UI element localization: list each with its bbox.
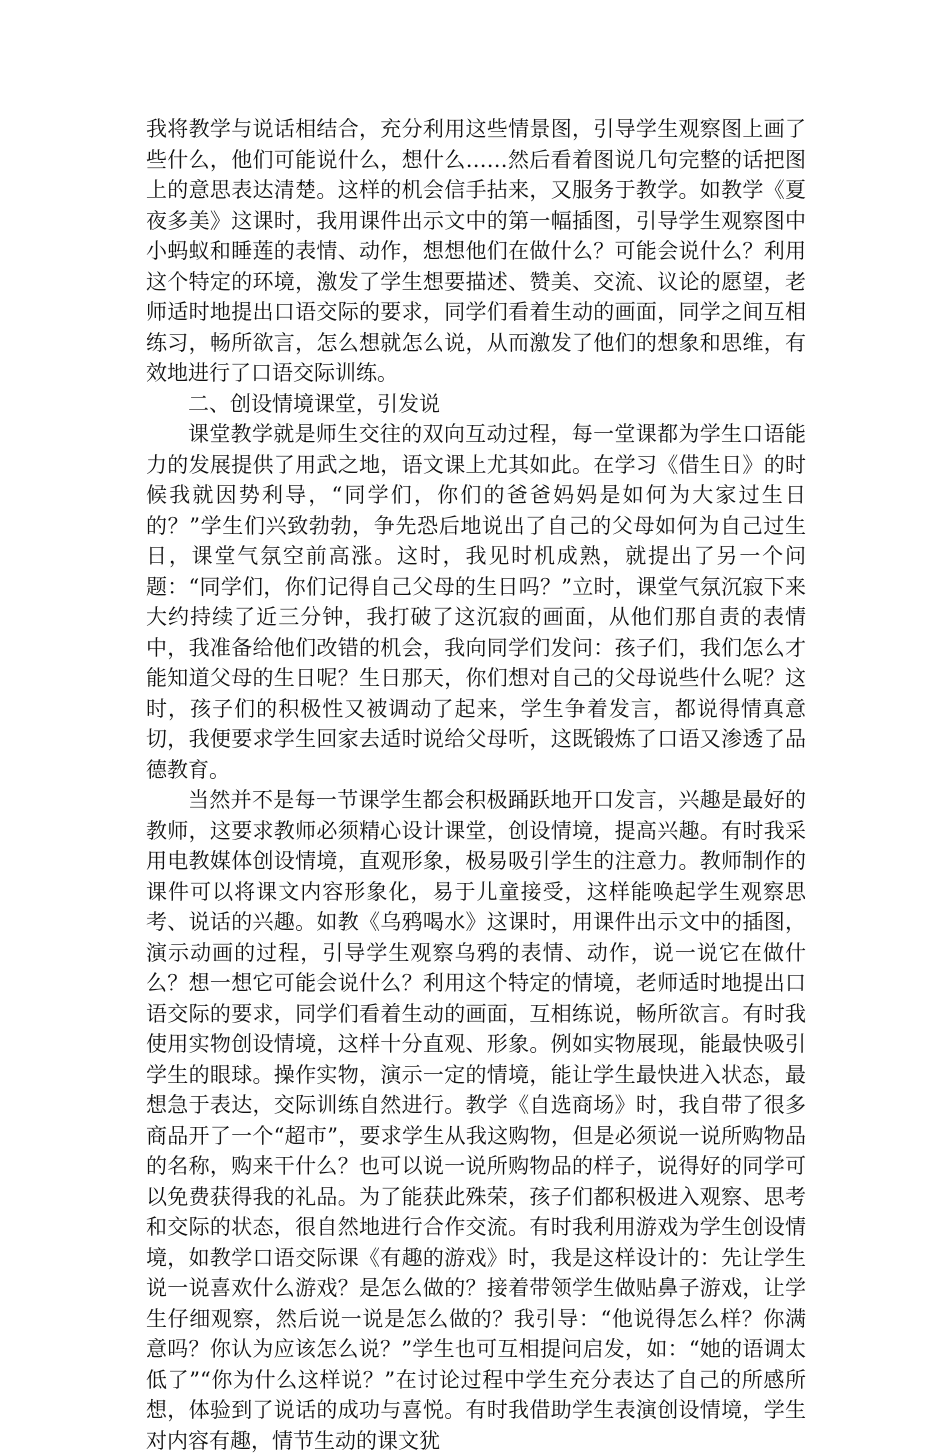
body-paragraph-1: 我将教学与说话相结合，充分利用这些情景图，引导学生观察图上画了些什么，他们可能说什么，想什么……然后看着图说几句完整的话把图上的意思表达清楚。这样的机会信手拈来，又服务于教学。如教学《夏夜多美》这课时，我用课件出示文中的第一幅插图，引导学生观察图中小蚂蚁和睡莲的表情、动作，想想他们在做什么？可能会说什么？利用这个特定的环境，激发了学生想要描述、赞美、交流、议论的愿望，老师适时地提出口语交际的要求，同学们看着生动的画面，同学之间互相练习，畅所欲言，怎么想就怎么说，从而激发了他们的想象和思维，有效地进行了口语交际训练。 (146, 117, 806, 385)
body-paragraph-2: 课堂教学就是师生交往的双向互动过程，每一堂课都为学生口语能力的发展提供了用武之地，语文课上尤其如此。在学习《借生日》的时候我就因势利导，“同学们，你们的爸爸妈妈是如何为大家过生日的？”学生们兴致勃勃，争先恐后地说出了自己的父母如何为自己过生日，课堂气氛空前高涨。这时，我见时机成熟，就提出了另一个问题：“同学们，你们记得自己父母的生日吗？”立时，课堂气氛沉寂下来大约持续了近三分钟，我打破了这沉寂的画面，从他们那自责的表情中，我准备给他们改错的机会，我向同学们发问：孩子们，我们怎么才能知道父母的生日呢？生日那天，你们想对自己的父母说些什么呢？这时，孩子们的积极性又被调动了起来，学生争着发言，都说得情真意切，我便要求学生回家去适时说给父母听，这既锻炼了口语又渗透了品德教育。 (146, 422, 806, 782)
section-heading: 二、创设情境课堂，引发说 (188, 391, 440, 416)
document-page (146, 114, 806, 1456)
body-paragraph-3: 当然并不是每一节课学生都会积极踊跃地开口发言，兴趣是最好的教师，这要求教师必须精心设计课堂，创设情境，提高兴趣。有时我采用电教媒体创设情境，直观形象，极易吸引学生的注意力。教师制作的课件可以将课文内容形象化，易于儿童接受，这样能唤起学生观察思考、说话的兴趣。如教《乌鸦喝水》这课时，用课件出示文中的插图，演示动画的过程，引导学生观察乌鸦的表情、动作，说一说它在做什么？想一想它可能会说什么？利用这个特定的情境，老师适时地提出口语交际的要求，同学们看着生动的画面，互相练说，畅所欲言。有时我使用实物创设情境，这样十分直观、形象。例如实物展现，能最快吸引学生的眼球。操作实物，演示一定的情境，能让学生最快进入状态，最想急于表达，交际训练自然进行。教学《自选商场》时，我自带了很多商品开了一个“超市”，要求学生从我这购物，但是必须说一说所购物品的名称，购来干什么？也可以说一说所购物品的样子，说得好的同学可以免费获得我的礼品。为了能获此殊荣，孩子们都积极进入观察、思考和交际的状态，很自然地进行合作交流。有时我利用游戏为学生创设情境，如教学口语交际课《有趣的游戏》时，我是这样设计的：先让学生说一说喜欢什么游戏？是怎么做的？接着带领学生做贴鼻子游戏，让学生仔细观察，然后说一说是怎么做的？我引导：“他说得怎么样？你满意吗？你认为应该怎么说？”学生也可互相提问启发，如：“她的语调太低了”“你为什么这样说？”在讨论过程中学生充分表达了自己的所感所想，体验到了说话的成功与喜悦。有时我借助学生表演创设情境，学生对内容有趣，情节生动的课文犹 (146, 788, 806, 1453)
